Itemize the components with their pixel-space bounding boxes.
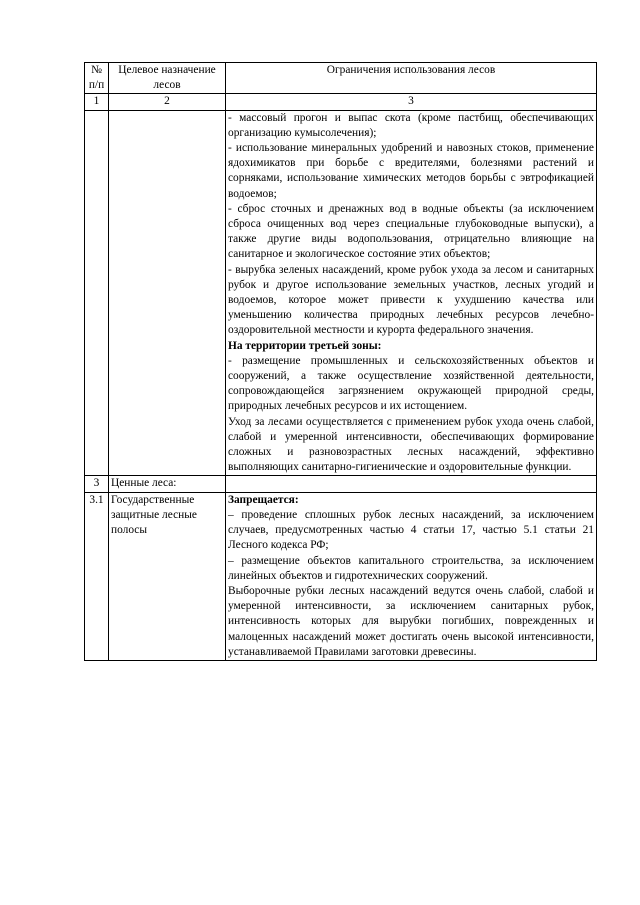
column-numbers-row: [85, 94, 597, 110]
zone3-heading: На территории третьей зоны:: [228, 339, 382, 352]
felling-paragraph: Выборочные рубки лесных насаждений ведутся очень слабой, слабой и умеренной интенсивности, за исключением санитарных рубок, интенсивность которых для вырубки погибших, поврежденных и малоценных насаждений может достигать очень высокой интенсивности, устанавливаемой Правилами заготовки древесины.: [228, 584, 594, 658]
prohibited-heading: Запрещается:: [228, 493, 299, 506]
row-purpose: Государственные защитные лесные полосы: [109, 492, 226, 660]
table-row: [85, 110, 597, 476]
restrictions-table: [84, 62, 597, 661]
restriction-item: – проведение сплошных рубок лесных насаждений, за исключением случаев, предусмотренных частью 4 статьи 17, частью 5.1 статьи 21 Лесного кодекса РФ;: [228, 508, 594, 552]
header-purpose: Целевое назначение лесов: [109, 63, 226, 94]
column-number-2: 2: [109, 94, 226, 110]
row-restrictions-cell: [226, 492, 597, 660]
column-number-1: 1: [85, 94, 109, 110]
table-header-row: [85, 63, 597, 94]
row-number-cell: [85, 110, 109, 476]
restriction-item: - массовый прогон и выпас скота (кроме пастбищ, обеспечивающих организацию кумысолечения);: [228, 111, 594, 139]
row-restrictions-cell: [226, 110, 597, 476]
row-number: 3.1: [85, 492, 109, 660]
section-row: [85, 476, 597, 492]
table-row: [85, 492, 597, 660]
section-empty-cell: [226, 476, 597, 492]
restriction-item: - вырубка зеленых насаждений, кроме рубок ухода за лесом и санитарных рубок и другое использование земельных участков, лесных угодий и водоемов, которое может привести к ухудшению качества или уменьшению количества природных лечебных ресурсов лечебно-оздоровительной местности и курорта федерального значения.: [228, 263, 594, 337]
care-paragraph: Уход за лесами осуществляется с применением рубок ухода очень слабой, слабой и умеренной интенсивности, обеспечивающих формирование сложных и разновозрастных лесных насаждений, эффективно выполняющих санитарно-гигиенические и оздоровительные функции.: [228, 415, 594, 474]
section-title: Ценные леса:: [109, 476, 226, 492]
row-purpose-cell: [109, 110, 226, 476]
section-number: 3: [85, 476, 109, 492]
restriction-item: – размещение объектов капитального строительства, за исключением линейных объектов и гидротехнических сооружений.: [228, 554, 594, 582]
restriction-item: - размещение промышленных и сельскохозяйственных объектов и сооружений, а также осуществление хозяйственной деятельности, сопровождающейся загрязнением окружающей природной среды, природных лечебных ресурсов и их истощением.: [228, 354, 594, 413]
column-number-3: 3: [226, 94, 597, 110]
header-number: № п/п: [85, 63, 109, 94]
restriction-item: - использование минеральных удобрений и навозных стоков, применение ядохимикатов при борьбе с вредителями, болезнями растений и сорняками, использование химических методов борьбы с эвтрофикацией водоемов;: [228, 142, 594, 200]
restriction-item: - сброс сточных и дренажных вод в водные объекты (за исключением сброса очищенных вод через специальные глубоководные выпуски), а также другие виды водопользования, отрицательно влияющие на санитарное и экологическое состояние этих объектов;: [228, 202, 594, 261]
header-restrictions: Ограничения использования лесов: [226, 63, 597, 94]
